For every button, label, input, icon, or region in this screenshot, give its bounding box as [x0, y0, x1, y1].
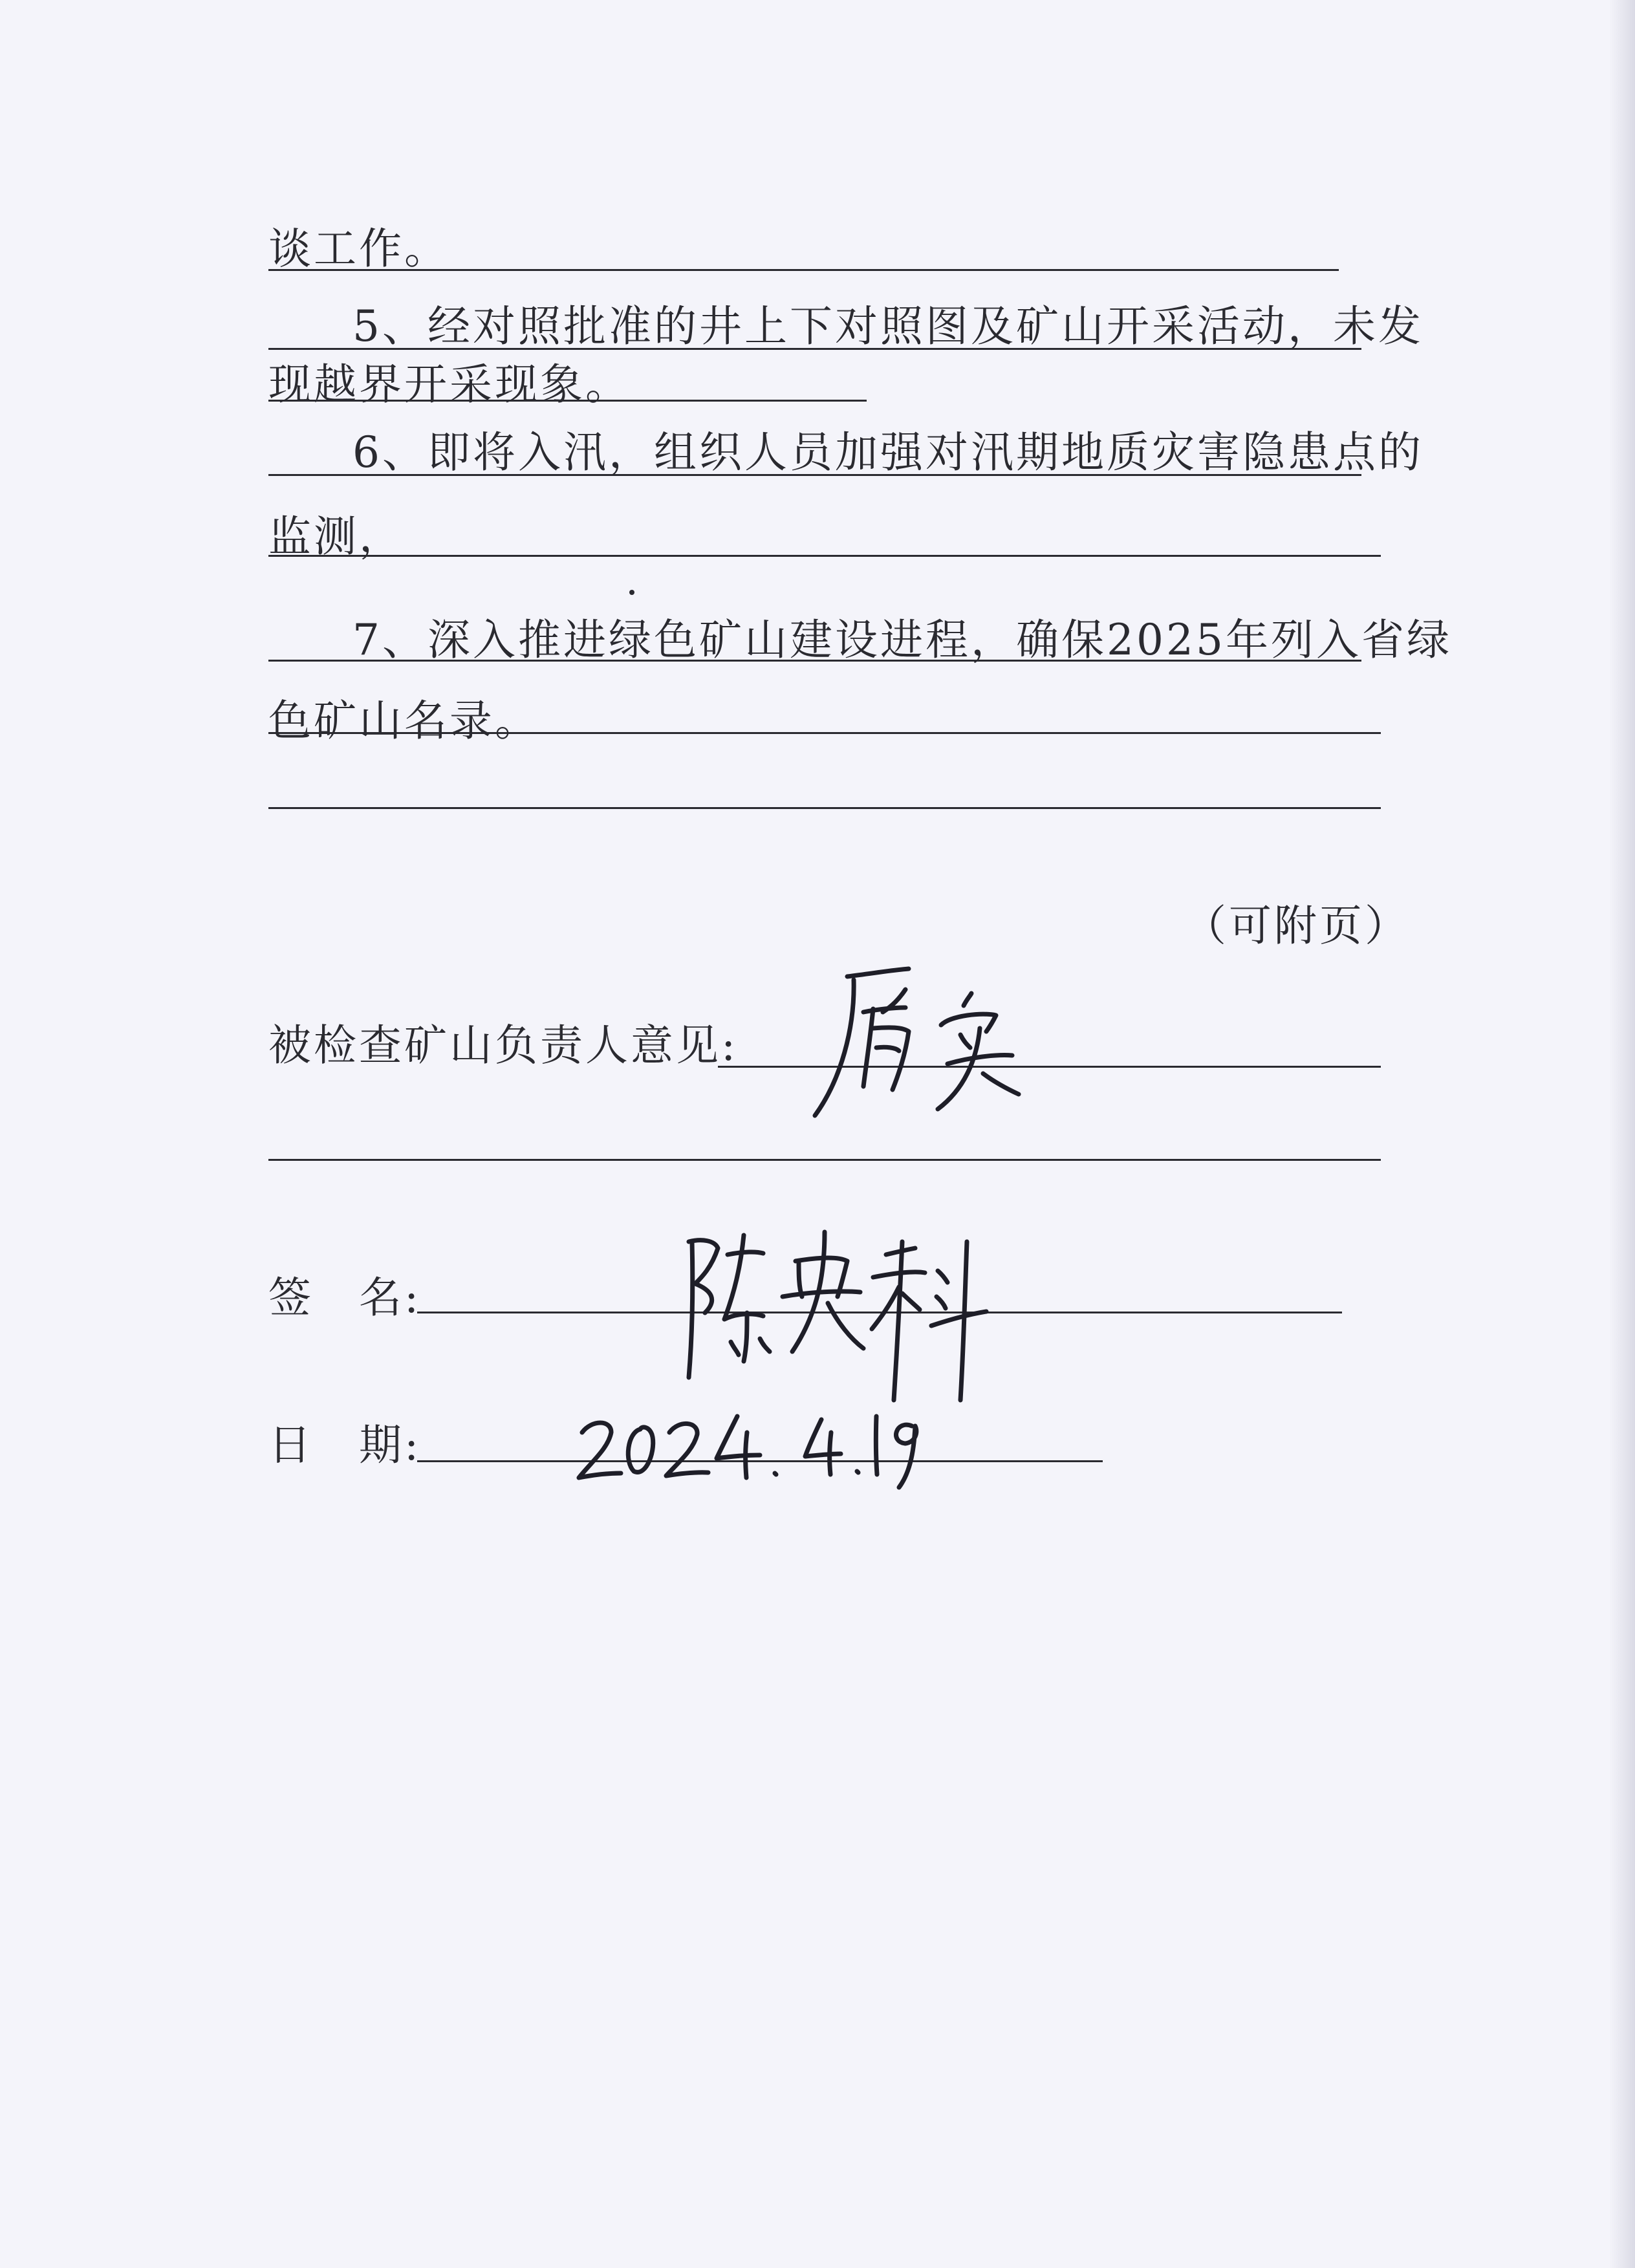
opinion-label: 被检查矿山负责人意见:	[268, 1021, 739, 1070]
underline-6	[268, 660, 1361, 662]
body-line-4: 6、即将入汛，组织人员加强对汛期地质灾害隐患点的	[352, 427, 1424, 477]
body-line-7: 色矿山名录。	[268, 696, 540, 746]
underline-2	[268, 348, 1361, 350]
body-line-1: 谈工作。	[268, 224, 449, 274]
date-label: 日 期:	[268, 1420, 422, 1470]
body-line-6: 7、深入推进绿色矿山建设进程，确保2025年列入省绿	[352, 615, 1452, 665]
page-edge-shadow	[1609, 0, 1635, 2268]
opinion-underline-2	[268, 1159, 1381, 1161]
underline-4	[268, 474, 1361, 476]
underline-3	[268, 400, 867, 402]
underline-7	[268, 732, 1381, 734]
underline-5	[268, 555, 1381, 557]
body-line-5: 监测，	[268, 512, 404, 561]
handwritten-signature	[666, 1216, 1002, 1410]
handwritten-opinion	[802, 951, 1048, 1132]
signature-label: 签 名:	[268, 1273, 422, 1323]
underline-8	[268, 807, 1381, 809]
underline-1	[268, 269, 1339, 271]
ink-dot	[629, 590, 634, 595]
body-line-2: 5、经对照批准的井上下对照图及矿山开采活动，未发	[352, 301, 1424, 351]
body-line-3: 现越界开采现象。	[268, 360, 631, 409]
attach-note: （可附页）	[1184, 901, 1410, 951]
handwritten-date	[569, 1397, 931, 1494]
